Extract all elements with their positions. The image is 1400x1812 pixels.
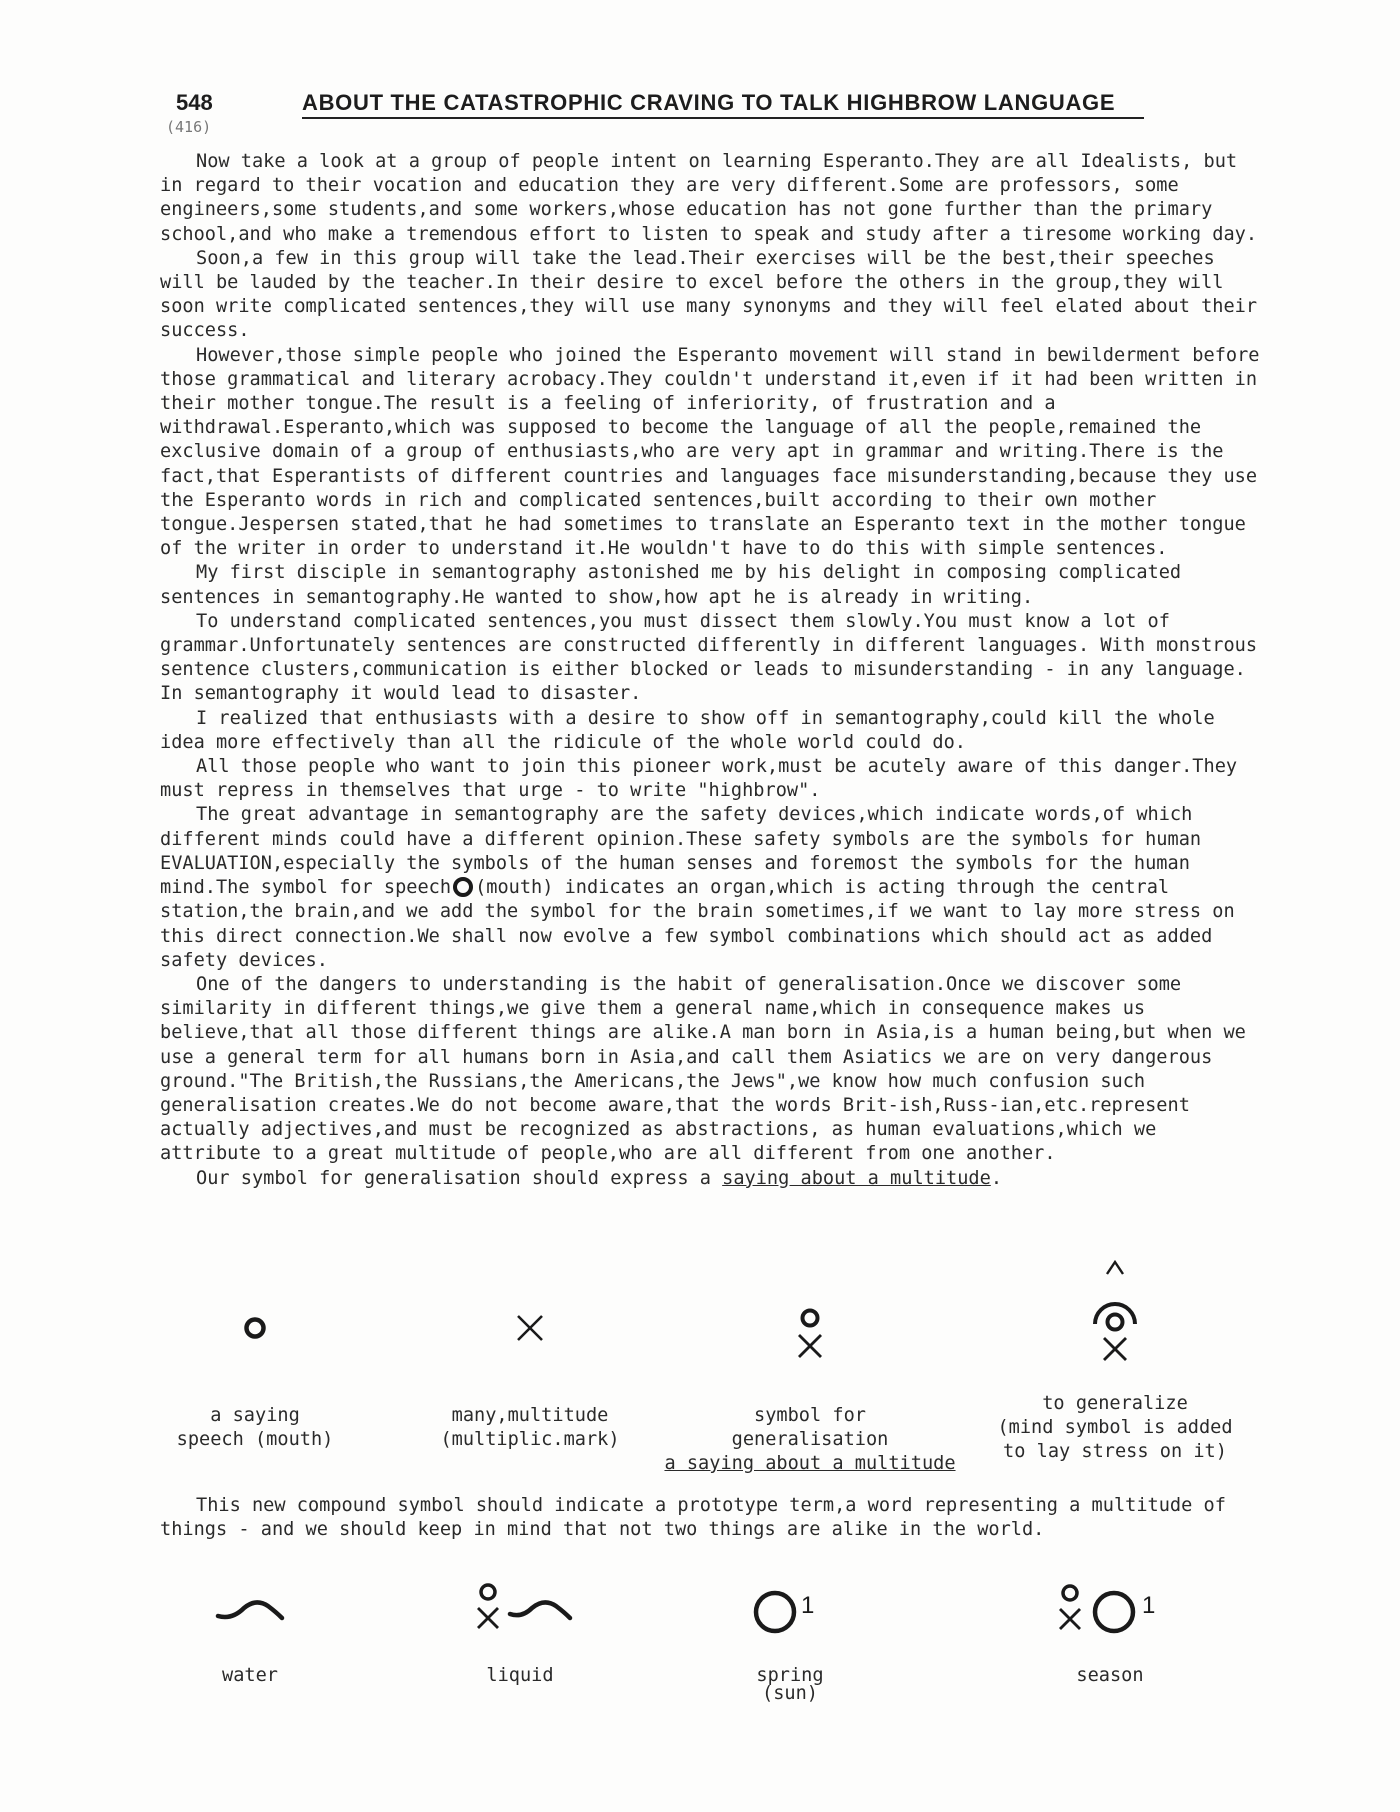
paragraph: All those people who want to join this pioneer work,must be acutely aware of this danger.They must repress in themselves that urge - to write "highbrow". [160, 756, 1249, 802]
symbol-generalisation [650, 1306, 970, 1476]
wave-symbol-icon [210, 1580, 290, 1640]
symbol-caption: a saying about a multitude [664, 1453, 956, 1474]
circle-symbol-icon [235, 1308, 275, 1348]
mind-over-cross-symbol-icon [1083, 1258, 1147, 1368]
speech-paragraph-end: (mouth) indicates an organ,which is acting through the central station,the brain,and we add the symbol for the brain sometimes,if we want to lay more stress on this direct connection.We shall now evolve a few symbol combinations which should act as added safety devices. [160, 877, 1246, 971]
paragraph: To understand complicated sentences,you must dissect them slowly.You must know a lot of grammar.Unfortunately sentences are constructed differently in different languages. With monstrous sentence clusters,communication is either blocked or leads to misunderstanding - in any language. In semantography it would lead to disaster. [160, 610, 1269, 705]
symbol-caption: spring [756, 1665, 824, 1686]
symbol-caption: to lay stress on it) [1003, 1441, 1227, 1462]
generalisation-end: . [990, 1167, 1003, 1189]
symbol-season [990, 1580, 1230, 1688]
symbol-multitude [420, 1308, 640, 1452]
paragraph: I realized that enthusiasts with a desire to show off in semantography,could kill the whole idea more effectively than all the ridicule of the whole world could do. [160, 707, 1226, 753]
large-circle-icon [745, 1580, 805, 1640]
symbol-digit: 1 [801, 1592, 815, 1619]
page-number: 548 [176, 90, 213, 115]
paragraph: Soon,a few in this group will take the lead.Their exercises will be the best,their speeches will be lauded by the teacher.In their desire to excel before the others in the group,they will soon write complicated sentences,they will use many synonyms and they will feel elated about their success. [160, 247, 1269, 342]
symbol-caption: (multiplic.mark) [440, 1429, 620, 1450]
symbol-spring [680, 1580, 900, 1706]
paragraph: One of the dangers to understanding is the habit of generalisation.Once we discover some similarity in different things,we give them a general name,which in consequence makes us believe,that all those different things are alike.A man born in Asia,is a human being,but when we use a general term for all humans born in Asia,and call them Asiatics we are on very dangerous ground."The British,the Russians,the Americans,the Jews",we know how much confusion such generalisation creates.We do not become aware,that the words Brit-ish,Russ-ian,etc.represent actually adjectives,and must be recognized as abstractions, as human evaluations,which we attribute to a great multitude of people,who are all different from one another. [160, 973, 1258, 1165]
symbol-caption: speech (mouth) [176, 1429, 334, 1450]
generalisation-wave-symbol-icon [460, 1580, 580, 1640]
cross-symbol-icon [510, 1308, 550, 1348]
symbol-generalize [980, 1258, 1250, 1464]
large-circle-one-symbol [745, 1580, 835, 1640]
generalisation-circle-one-symbol [1050, 1580, 1170, 1640]
symbol-caption: (sun) [762, 1683, 818, 1704]
generalisation-intro: Our symbol for generalisation should express a [196, 1167, 723, 1189]
symbol-caption: a saying [210, 1405, 300, 1426]
symbol-liquid [390, 1580, 650, 1688]
generalisation-phrase: saying about a multitude [722, 1167, 991, 1189]
paragraph: However,those simple people who joined the Esperanto movement will stand in bewilderment before those grammatical and literary acrobacy.They couldn't understand it,even if it had been written in their mother tongue.The result is a feeling of inferiority, of frustration and a withdrawal.Esperanto,which was supposed to become the language of all the people,remained the exclusive domain of a group of enthusiasts,who are very apt in grammar and writing.There is the fact,that Esperantists of different countries and languages face misunderstanding,because they use the Esperanto words in rich and complicated sentences,built according to their own mother tongue.Jespersen stated,that he had sometimes to translate an Esperanto text in the mother tongue of the writer in order to understand it.He wouldn't have to do this with simple sentences. [160, 344, 1271, 560]
body-text [160, 150, 1271, 1191]
speech-paragraph-start: The great advantage in semantography are the safety devices,which indicate words,of which different minds could have a different opinion.These safety symbols are the symbols for human EVALUATION,especially the symbols of the human senses and foremost the symbols for the human mind.The symbol for speech [160, 804, 1213, 899]
page-note: (416) [166, 118, 212, 136]
generalisation-paragraph [160, 1167, 1260, 1191]
symbol-water [150, 1580, 350, 1688]
symbol-caption: generalisation [731, 1429, 889, 1450]
circle-over-cross-symbol-icon [790, 1306, 830, 1366]
speech-paragraph [160, 803, 1260, 972]
symbol-caption: liquid [486, 1665, 554, 1686]
paragraph: My first disciple in semantography astonished me by his delight in composing complicated sentences in semantography.He wanted to show,how apt he is already in writing. [160, 562, 1193, 608]
symbol-caption: season [1076, 1665, 1144, 1686]
symbol-digit: 1 [1142, 1592, 1156, 1619]
speech-symbol-icon [453, 877, 473, 897]
running-title: ABOUT THE CATASTROPHIC CRAVING TO TALK HIGHBROW LANGUAGE [302, 90, 1116, 115]
symbol-caption: symbol for [754, 1405, 866, 1426]
symbol-caption: (mind symbol is added [997, 1417, 1233, 1438]
page-header [162, 86, 1152, 136]
paragraph: Now take a look at a group of people intent on learning Esperanto.They are all Idealists, but in regard to their vocation and education they are very different.Some are professors, some engineers,some students,and some workers,whose education has not gone further than the primary school,and who make a tremendous effort to listen to speak and study after a tiresome working day. [160, 151, 1258, 245]
symbol-caption: many,multitude [451, 1405, 609, 1426]
closing-paragraph: This new compound symbol should indicate a prototype term,a word representing a multitude of things - and we should keep in mind that not two things are alike in the world. [160, 1495, 1238, 1541]
symbol-caption: water [222, 1665, 278, 1686]
symbol-saying [150, 1308, 360, 1452]
symbol-caption: to generalize [1042, 1393, 1188, 1414]
header-rule [302, 117, 1144, 119]
